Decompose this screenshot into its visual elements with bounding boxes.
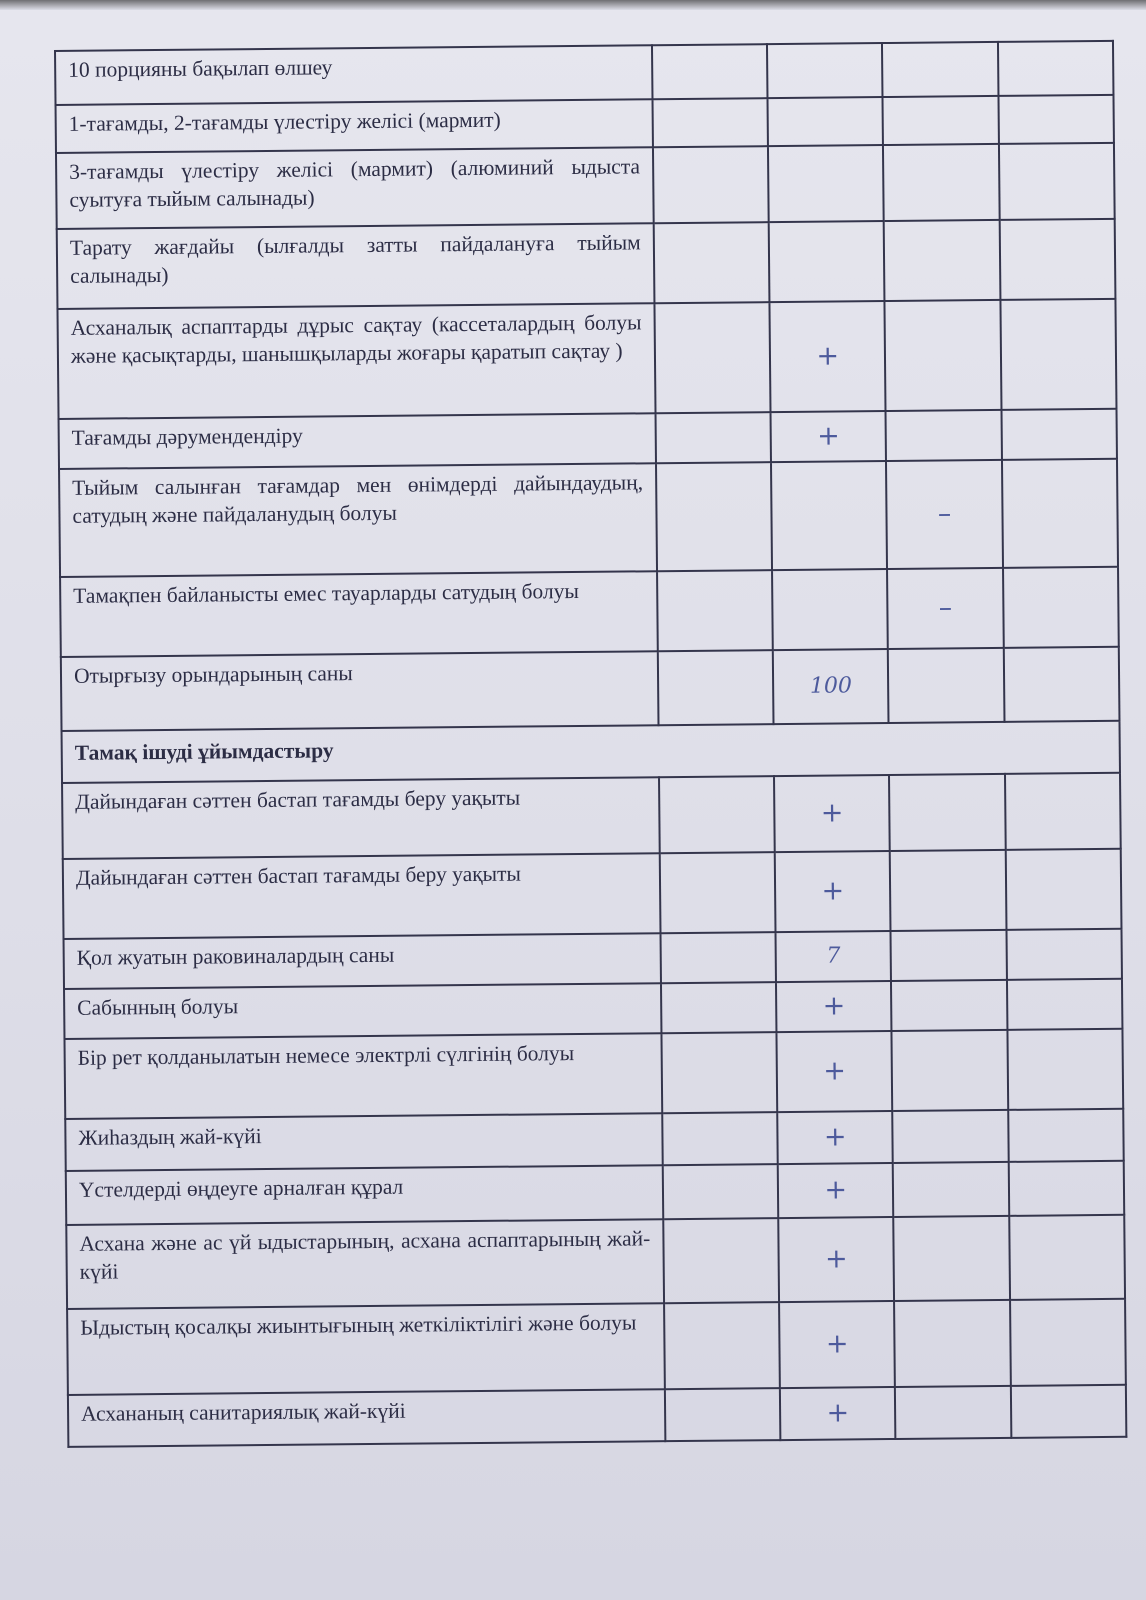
row-label: Ыдыстың қосалқы жиынтығының жеткіліктілігі және болуы (67, 1303, 665, 1395)
mark-cell: 100 (773, 649, 889, 724)
row-label: Асхананың санитариялық жай-күйі (68, 1389, 665, 1447)
mark-cell (659, 776, 775, 853)
row-label: Тыйым салынған тағамдар мен өнімдерді дайындаудың, сатудың және пайдаланудың болуы (59, 463, 657, 577)
mark-cell (663, 1164, 779, 1219)
mark-cell: + (779, 1301, 895, 1388)
mark-cell: – (887, 568, 1003, 649)
table-row (59, 459, 1118, 577)
table-row (67, 1299, 1126, 1395)
table-row (64, 1029, 1123, 1119)
mark-cell (654, 302, 770, 413)
mark-cell (660, 852, 776, 933)
mark-cell (660, 932, 776, 983)
mark-cell (882, 42, 998, 97)
row-label: Жиһаздың жай-күйі (65, 1113, 662, 1171)
mark-cell (884, 220, 1000, 301)
mark-cell (891, 980, 1007, 1031)
row-label: 3-тағамды үлестіру желісі (мармит) (алюминий ыдыста суытуға тыйым салынады) (56, 147, 654, 229)
mark-cell (895, 1386, 1011, 1439)
row-label: Дайындаған сәттен бастап тағамды беру уақыты (63, 853, 661, 939)
table-row (62, 773, 1121, 859)
mark-cell (886, 410, 1002, 461)
mark-cell (999, 219, 1115, 300)
row-label: Тамақпен байланысты емес тауарларды сатудың болуы (60, 571, 658, 657)
row-label: Асхана және ас үй ыдыстарының, асхана аспаптарының жай-күйі (66, 1219, 664, 1309)
mark-cell (657, 570, 773, 651)
mark-cell: + (777, 1031, 893, 1112)
mark-cell: + (776, 981, 892, 1032)
mark-cell: – (886, 460, 1002, 569)
mark-cell (999, 143, 1115, 220)
mark-cell (1000, 299, 1116, 410)
table-row (63, 849, 1122, 939)
row-label: Бір рет қолданылатын немесе электрлі сүлгінің болуы (64, 1033, 662, 1119)
mark-cell (1010, 1299, 1126, 1386)
mark-cell: + (780, 1387, 896, 1440)
mark-cell (1005, 773, 1121, 850)
mark-cell (893, 1110, 1009, 1163)
mark-cell (883, 144, 999, 221)
mark-cell (1003, 567, 1119, 648)
mark-cell (892, 1030, 1008, 1111)
mark-cell: + (774, 775, 890, 852)
table-row (60, 567, 1119, 657)
mark-cell (894, 1300, 1010, 1387)
mark-cell (768, 97, 884, 146)
mark-cell (1008, 1109, 1124, 1162)
mark-cell (890, 850, 1006, 931)
mark-cell (772, 569, 888, 650)
row-label: Дайындаған сәттен бастап тағамды беру уақыты (62, 777, 660, 859)
mark-cell (891, 930, 1007, 981)
row-label: Үстелдерді өңдеуге арналған құрал (66, 1165, 663, 1225)
mark-cell: + (771, 411, 887, 462)
mark-cell (663, 1218, 779, 1303)
mark-cell (656, 462, 772, 571)
mark-cell (1006, 929, 1122, 980)
mark-cell (1008, 1161, 1124, 1216)
mark-cell (1001, 409, 1117, 460)
mark-cell (664, 1302, 780, 1389)
mark-cell (652, 44, 768, 99)
mark-cell (893, 1162, 1009, 1217)
mark-cell (655, 412, 771, 463)
mark-cell (889, 774, 1005, 851)
row-label: Тарату жағдайы (ылғалды затты пайдалануға тыйым салынады) (57, 223, 655, 309)
row-label: Тағамды дәрумендендіру (59, 413, 656, 469)
row-label: 1-тағамды, 2-тағамды үлестіру желісі (мармит) (56, 99, 653, 153)
mark-cell (998, 41, 1114, 96)
table-row (56, 143, 1115, 229)
mark-cell (1011, 1385, 1127, 1438)
table-row (61, 647, 1120, 731)
mark-cell: + (775, 851, 891, 932)
row-label: Асханалық аспаптарды дұрыс сақтау (кассеталардың болуы және қасықтарды, шанышқыларды жоғары қаратып сақтау ) (57, 303, 655, 419)
mark-cell: + (778, 1163, 894, 1218)
mark-cell: 7 (776, 931, 892, 982)
mark-cell (768, 145, 884, 222)
mark-cell: + (770, 301, 886, 412)
mark-cell (894, 1216, 1010, 1301)
mark-cell (1009, 1215, 1125, 1300)
mark-cell (661, 1032, 777, 1113)
table-row (68, 1385, 1126, 1447)
mark-cell (1003, 647, 1119, 722)
mark-cell (661, 982, 777, 1033)
row-label: Қол жуатын раковиналардың саны (64, 933, 661, 989)
mark-cell (665, 1388, 781, 1441)
inspection-checklist-table (54, 40, 1127, 1448)
mark-cell (1007, 1029, 1123, 1110)
mark-cell (998, 95, 1114, 144)
top-edge-shadow (0, 0, 1146, 10)
mark-cell (1007, 979, 1123, 1030)
mark-cell (885, 300, 1001, 411)
row-label: Отырғызу орындарының саны (61, 651, 659, 731)
mark-cell (653, 146, 769, 223)
mark-cell: + (778, 1217, 894, 1302)
row-label: Сабынның болуы (64, 983, 661, 1039)
mark-cell (767, 43, 883, 98)
table-row (66, 1215, 1125, 1309)
mark-cell (654, 222, 770, 303)
mark-cell (888, 648, 1004, 723)
table-row (57, 299, 1116, 419)
row-label: 10 порцияны бақылап өлшеу (55, 45, 652, 105)
mark-cell (769, 221, 885, 302)
mark-cell (658, 650, 774, 725)
mark-cell (1005, 849, 1121, 930)
mark-cell (883, 96, 999, 145)
mark-cell (652, 98, 768, 147)
table-row (57, 219, 1116, 309)
mark-cell: + (777, 1111, 893, 1164)
mark-cell (1002, 459, 1118, 568)
mark-cell (662, 1112, 778, 1165)
mark-cell (771, 461, 887, 570)
section-title: Тамақ ішуді ұйымдастыру (62, 721, 1120, 783)
